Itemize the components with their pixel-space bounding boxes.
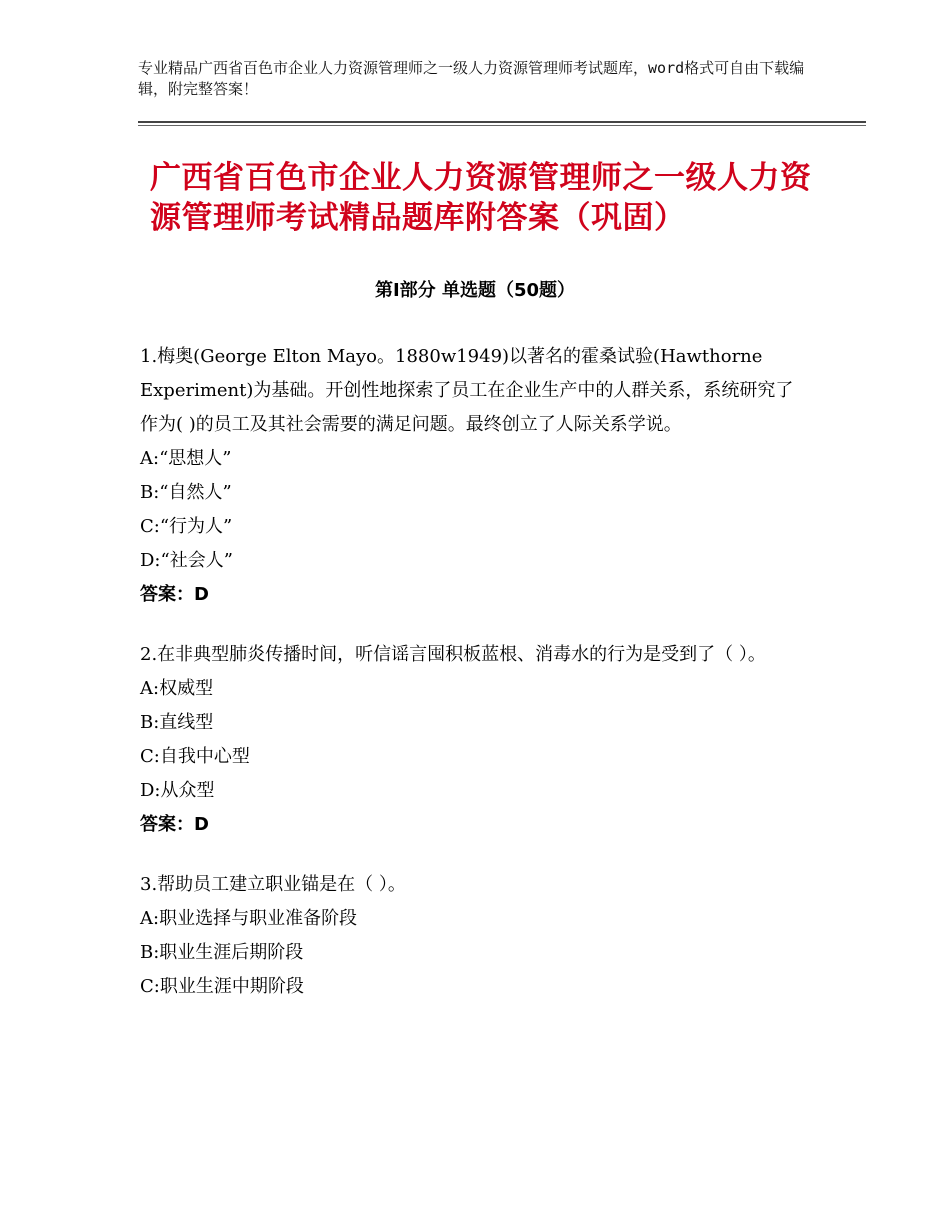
option-a: A:“思想人” <box>140 448 232 469</box>
option-a: A:权威型 <box>140 678 214 699</box>
header-rule-thick <box>138 121 866 123</box>
option-c: C:职业生涯中期阶段 <box>140 976 304 997</box>
option-d: D:“社会人” <box>140 550 233 571</box>
option-c: C:“行为人” <box>140 516 233 537</box>
question-2 <box>140 638 810 842</box>
question-1 <box>140 340 810 612</box>
question-list <box>140 340 810 1030</box>
option-c: C:自我中心型 <box>140 746 250 767</box>
document-title: 广西省百色市企业人力资源管理师之一级人力资源管理师考试精品题库附答案（巩固） <box>150 160 812 236</box>
option-b: B:职业生涯后期阶段 <box>140 942 304 963</box>
header-note: 专业精品广西省百色市企业人力资源管理师之一级人力资源管理师考试题库，word格式可自由下载编辑，附完整答案！ <box>138 59 805 98</box>
header-rule-thin <box>138 125 866 126</box>
question-3 <box>140 868 810 1004</box>
question-stem: 3.帮助员工建立职业锚是在（ ）。 <box>140 874 406 895</box>
section-title: 第Ⅰ部分 单选题（50题） <box>374 280 575 301</box>
option-b: B:直线型 <box>140 712 214 733</box>
answer-line: 答案：D <box>140 584 209 605</box>
question-stem: 1.梅奥(George Elton Mayo。1880w1949)以著名的霍桑试验(Hawthorne Experiment)为基础。开创性地探索了员工在企业生产中的人群关系，系统研究了作为( )的员工及其社会需要的满足问题。最终创立了人际关系学说。 <box>140 346 794 435</box>
option-d: D:从众型 <box>140 780 215 801</box>
option-b: B:“自然人” <box>140 482 232 503</box>
answer-line: 答案：D <box>140 814 209 835</box>
question-stem: 2.在非典型肺炎传播时间，听信谣言囤积板蓝根、消毒水的行为是受到了（ ）。 <box>140 644 766 665</box>
option-a: A:职业选择与职业准备阶段 <box>140 908 358 929</box>
